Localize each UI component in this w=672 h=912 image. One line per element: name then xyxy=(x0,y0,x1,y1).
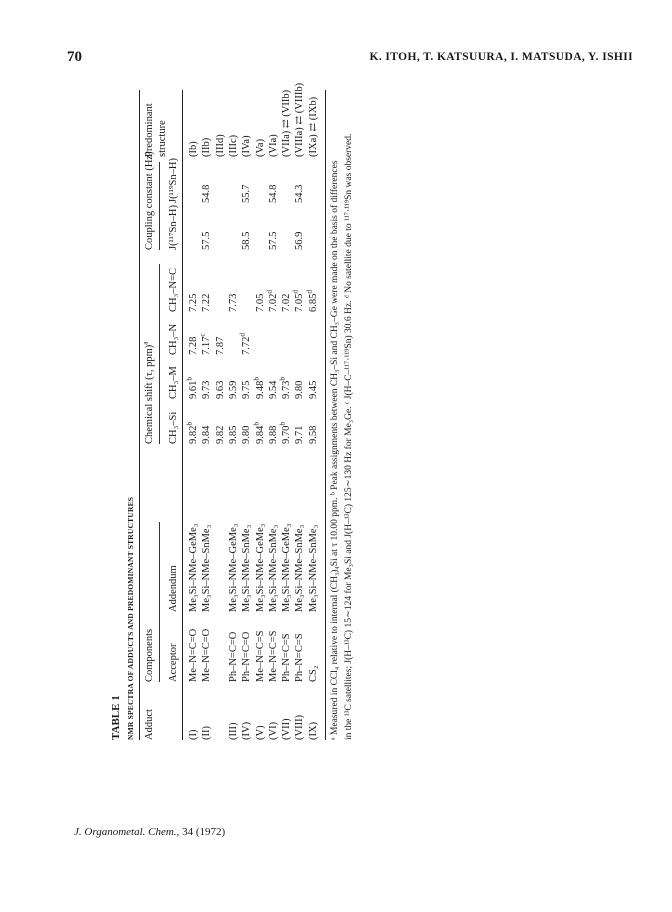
cell-value: 7.02 xyxy=(281,293,293,312)
cell-ch3-si xyxy=(293,426,306,444)
cell-value: (VIIa) ⇄ (VIIb) xyxy=(281,89,293,157)
cell-value: 7.22 xyxy=(201,293,213,312)
cell-j117 xyxy=(240,232,253,250)
footnote-line-1: ᵃ Measured in CCl₄ relative to internal (CH₃)₄Si at τ 10.00 ppm. ᵇ Peak assignments between CH₃–Si and CH₃–Ge were made on the basis of differences xyxy=(330,160,340,740)
cell-value: (IIb) xyxy=(201,137,213,157)
page-number: 70 xyxy=(67,49,82,65)
header-acceptor: Acceptor xyxy=(168,643,179,682)
cell-j117 xyxy=(200,232,213,250)
cell-adduct xyxy=(187,730,200,741)
cell-adduct xyxy=(293,715,306,740)
journal-reference xyxy=(74,826,225,838)
cell-adduct xyxy=(280,718,293,740)
header-addendum: Addendum xyxy=(168,565,179,612)
cell-j119 xyxy=(267,185,280,203)
header-predominant: Predominant xyxy=(144,103,155,157)
cell-value: 9.70 xyxy=(281,425,293,444)
footnote-mark: d xyxy=(237,332,247,337)
cell-value: 57.5 xyxy=(201,231,213,250)
cell-value: 9.73 xyxy=(201,380,213,399)
cell-value: Me₃Si–NMe–GeMe₃ xyxy=(281,523,293,612)
cell-value: 54.3 xyxy=(294,184,306,203)
cell-structure xyxy=(280,90,293,157)
cell-value: 7.87 xyxy=(214,336,226,355)
cell-value: 9.85 xyxy=(227,425,239,444)
cell-addendum xyxy=(240,525,253,612)
cell-value: (V) xyxy=(254,725,266,740)
journal-name: J. Organometal. Chem., xyxy=(74,826,180,838)
header-components: Components xyxy=(144,628,155,682)
cell-value: 7.17 xyxy=(201,336,213,355)
cell-ch3-si xyxy=(227,426,240,444)
cell-value: 7.05 xyxy=(294,293,306,312)
cell-addendum xyxy=(200,525,213,612)
footnote-mark: c xyxy=(197,333,207,337)
cell-value: 57.5 xyxy=(267,231,279,250)
cell-adduct xyxy=(200,726,213,740)
cell-value: (III) xyxy=(227,722,239,740)
cell-ch3-m xyxy=(184,376,200,399)
table-caption: NMR SPECTRA OF ADDUCTS AND PREDOMINANT STRUCTURES xyxy=(126,496,135,740)
cell-adduct xyxy=(227,723,240,740)
components-subrule xyxy=(159,522,160,682)
cell-value: 9.63 xyxy=(214,380,226,399)
cell-value: 54.8 xyxy=(201,184,213,203)
cell-value: 9.80 xyxy=(241,425,253,444)
cell-ch3-si xyxy=(200,426,213,444)
header-adduct: Adduct xyxy=(144,709,155,740)
cell-ch3-m xyxy=(293,381,306,399)
cell-value: Me–N=C=O xyxy=(201,628,213,682)
cell-value: (Ib) xyxy=(188,141,199,157)
cell-value: Me₃Si–NMe–SnMe₃ xyxy=(241,524,253,612)
journal-citation: 34 (1972) xyxy=(182,826,226,838)
cell-value: Me₃Si–NMe–SnMe₃ xyxy=(201,524,213,612)
cell-structure xyxy=(293,83,306,157)
cell-value: (Va) xyxy=(254,138,266,157)
cell-value: 9.75 xyxy=(241,380,253,399)
cell-ch3-m xyxy=(240,381,253,399)
cell-acceptor xyxy=(267,630,280,682)
cell-value: (VIIIa) ⇄ (VIIIb) xyxy=(294,82,306,157)
cell-acceptor xyxy=(254,630,267,682)
rotated-table xyxy=(110,82,440,740)
cell-structure xyxy=(254,139,267,157)
cell-j119 xyxy=(240,185,253,203)
cell-value: (VII) xyxy=(281,718,293,740)
cell-ch3-m xyxy=(277,376,293,399)
cell-value: 9.82 xyxy=(214,425,226,444)
header-j119: J(¹¹⁹Sn–H) xyxy=(168,158,179,203)
cell-ch3-m xyxy=(251,376,267,399)
cell-ch3-m xyxy=(227,381,240,399)
footnote-mark: b xyxy=(184,421,194,426)
cell-ch3-si xyxy=(184,421,200,444)
footnote-mark: d xyxy=(290,289,300,294)
table-top-rule xyxy=(139,90,140,740)
cell-value: (VI) xyxy=(267,721,279,740)
cell-acceptor xyxy=(293,633,306,682)
header-ch3-m: CH₃–M xyxy=(168,366,179,399)
cell-structure xyxy=(227,135,240,157)
coupling-subrule xyxy=(159,162,160,250)
cell-value: 55.7 xyxy=(241,184,253,203)
cell-value: 56.9 xyxy=(294,231,306,250)
cell-ch3-n xyxy=(214,337,227,355)
cell-value: Me–N=C=O xyxy=(188,628,199,682)
cell-value: 9.88 xyxy=(267,425,279,444)
cell-value: Me₃Si–NMe–GeMe₃ xyxy=(188,523,199,612)
cell-value: Me₃Si–NMe–SnMe₃ xyxy=(294,524,306,612)
header-ch3-n-c: CH₃–N=C xyxy=(168,267,179,312)
chemical-shift-footnote-mark: a xyxy=(140,341,150,345)
cell-value: (IX) xyxy=(307,721,319,740)
cell-value: Me–N=C=S xyxy=(267,630,279,682)
cell-j119 xyxy=(200,185,213,203)
cell-ch3-m xyxy=(200,381,213,399)
table-bottom-rule xyxy=(325,90,326,740)
cell-ch3-n xyxy=(187,337,200,355)
cell-ch3-si xyxy=(307,426,320,444)
cell-acceptor xyxy=(227,632,240,682)
cell-value: 7.25 xyxy=(188,293,199,312)
cell-structure xyxy=(214,134,227,157)
cell-ch3-si xyxy=(277,421,293,444)
footnote-mark: d xyxy=(264,289,274,294)
footnote-line-2: in the ¹³C satellites; J(H–¹³C) 15∼124 for Me₃Si and J(H–¹³C) 125∼130 Hz for Me₃Ge. ᶜ J(H–C–¹¹⁷·¹¹⁹Sn) 30.6 Hz. ᵈ No satellite due to ¹¹⁷·¹¹⁹Sn was observed. xyxy=(344,133,354,740)
cell-value: (VIa) xyxy=(267,134,279,157)
cell-value: (VIII) xyxy=(294,714,306,740)
cell-value: 7.02 xyxy=(267,293,279,312)
cell-ch3-n xyxy=(197,333,213,355)
cell-value: 9.48 xyxy=(254,380,266,399)
cell-value: 9.71 xyxy=(294,425,306,444)
footnote-mark: b xyxy=(184,376,194,381)
cell-value: 9.58 xyxy=(307,425,319,444)
header-ch3-n: CH₃–N xyxy=(168,323,179,355)
cell-ch3-m xyxy=(267,381,280,399)
header-ch3-si: CH₃–Si xyxy=(168,411,179,444)
cell-j119 xyxy=(293,185,306,203)
cell-ch3-si xyxy=(267,426,280,444)
cell-value: 54.8 xyxy=(267,184,279,203)
cell-value: 9.45 xyxy=(307,380,319,399)
cell-structure xyxy=(267,134,280,157)
cell-value: Me–N=C=S xyxy=(254,630,266,682)
cell-value: Me₃Si–NMe–SnMe₃ xyxy=(267,524,279,612)
cell-ch3-m xyxy=(214,381,227,399)
chemical-shift-label: Chemical shift (τ, ppm) xyxy=(144,344,155,444)
cell-value: 6.85 xyxy=(307,293,319,312)
footnote-mark: b xyxy=(277,376,287,381)
footnote-mark: b xyxy=(277,421,287,426)
cell-value: (II) xyxy=(201,726,213,740)
cell-ch3-n-c xyxy=(254,294,267,312)
cell-addendum xyxy=(293,525,306,612)
cell-acceptor xyxy=(280,633,293,682)
cell-value: Me₃Si–NMe–SnMe₃ xyxy=(307,524,319,612)
cell-ch3-n-c xyxy=(280,294,293,312)
cell-structure xyxy=(187,141,200,157)
cell-acceptor xyxy=(307,665,320,682)
cell-ch3-n-c xyxy=(200,294,213,312)
cell-ch3-m xyxy=(307,381,320,399)
running-head: K. ITOH, T. KATSUURA, I. MATSUDA, Y. ISHII xyxy=(369,51,633,63)
cell-addendum xyxy=(307,525,320,612)
footnote-mark: d xyxy=(304,289,314,294)
cell-ch3-si xyxy=(214,426,227,444)
cell-ch3-si xyxy=(240,426,253,444)
cell-value: Me₃Si–NMe–GeMe₃ xyxy=(254,523,266,612)
cell-value: 9.84 xyxy=(201,425,213,444)
cell-value: Ph–N=C=O xyxy=(241,631,253,682)
cell-ch3-si xyxy=(251,421,267,444)
cell-adduct xyxy=(240,722,253,740)
cell-value: (IV) xyxy=(241,721,253,740)
footnote-mark: b xyxy=(251,376,260,381)
header-structure: structure xyxy=(157,120,168,157)
cell-value: 58.5 xyxy=(241,231,253,250)
cell-ch3-n-c xyxy=(304,289,320,312)
cell-value: 7.73 xyxy=(227,293,239,312)
cell-value: CS₂ xyxy=(307,665,319,682)
cell-value: 9.82 xyxy=(188,425,199,444)
cell-value: 9.73 xyxy=(281,380,293,399)
cell-ch3-n xyxy=(237,332,253,355)
cell-addendum xyxy=(187,524,200,612)
cell-structure xyxy=(200,138,213,157)
cell-value: 9.80 xyxy=(294,380,306,399)
cell-adduct xyxy=(307,722,320,740)
header-bottom-rule xyxy=(182,90,183,740)
cell-ch3-n-c xyxy=(227,294,240,312)
cell-value: 7.05 xyxy=(254,293,266,312)
cell-value: (IIId) xyxy=(214,134,226,157)
table-title: TABLE 1 xyxy=(110,695,122,740)
cell-value: 9.59 xyxy=(227,380,239,399)
shift-subrule xyxy=(159,264,160,444)
cell-value: 7.72 xyxy=(241,336,253,355)
cell-value: 9.84 xyxy=(254,425,266,444)
cell-value: Ph–N=C=S xyxy=(281,633,293,682)
cell-j117 xyxy=(293,232,306,250)
cell-value: 9.61 xyxy=(188,380,199,399)
cell-acceptor xyxy=(240,632,253,682)
footnote-mark: b xyxy=(251,421,260,426)
cell-adduct xyxy=(254,725,267,740)
cell-addendum xyxy=(254,524,267,612)
cell-ch3-n-c xyxy=(187,294,200,312)
cell-adduct xyxy=(267,722,280,740)
cell-structure xyxy=(307,97,320,157)
cell-addendum xyxy=(227,524,240,612)
cell-acceptor xyxy=(200,629,213,682)
header-j117: J(¹¹⁷Sn–H) xyxy=(168,205,179,250)
cell-value: (IXa) ⇄ (IXb) xyxy=(307,96,319,157)
cell-value: Me₃Si–NMe–GeMe₃ xyxy=(227,523,239,612)
cell-value: 9.54 xyxy=(267,380,279,399)
cell-acceptor xyxy=(187,629,200,682)
cell-j117 xyxy=(267,232,280,250)
cell-value: Ph–N=C=O xyxy=(227,631,239,682)
cell-value: 7.28 xyxy=(188,336,199,355)
cell-value: Ph–N=C=S xyxy=(294,633,306,682)
cell-value: (IVa) xyxy=(241,135,253,157)
cell-ch3-n-c xyxy=(264,289,280,312)
cell-structure xyxy=(240,135,253,157)
header-coupling: Coupling constant (Hz) xyxy=(144,151,155,250)
cell-addendum xyxy=(280,524,293,612)
cell-value: (I) xyxy=(188,729,199,740)
cell-value: (IIIc) xyxy=(227,134,239,157)
cell-addendum xyxy=(267,525,280,612)
header-chemical-shift xyxy=(140,341,156,444)
